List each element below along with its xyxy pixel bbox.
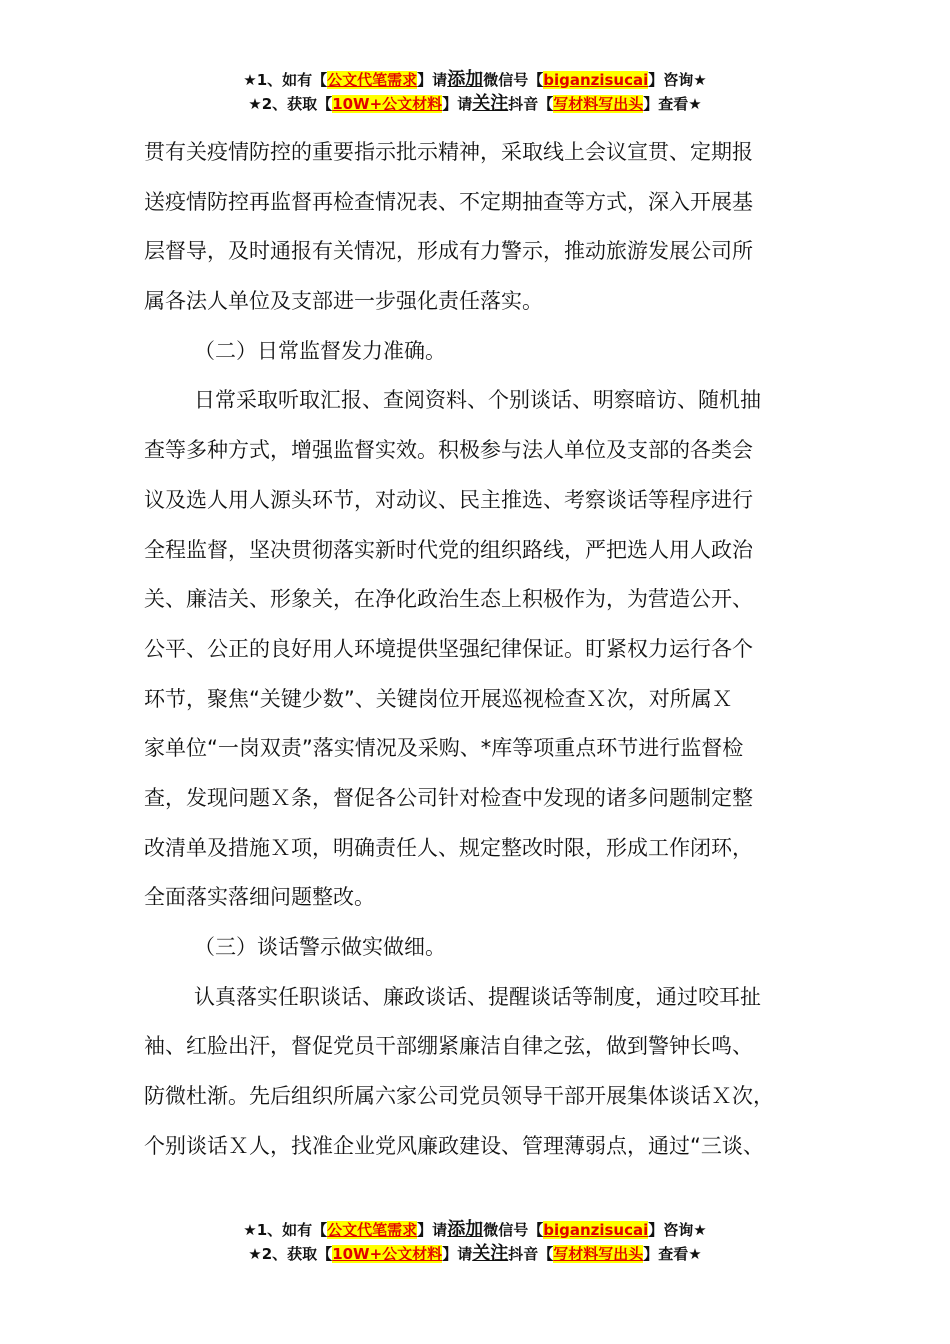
banner-text: 】咨询★ <box>648 1221 707 1239</box>
banner-text: 】请 <box>417 71 448 89</box>
banner-text: 2、获取【 <box>261 1245 333 1263</box>
banner-text: 微信号【 <box>483 71 544 89</box>
star-icon: ★ <box>248 95 262 113</box>
highlight-materials: 10W+公文材料 <box>332 1245 443 1263</box>
star-icon: ★ <box>243 1221 257 1239</box>
banner-text: 抖音【 <box>508 1245 554 1263</box>
banner-line-1 <box>0 1218 950 1242</box>
text-line: 关、廉洁关、形象关，在净化政治生态上积极作为，为营造公开、 <box>144 587 753 612</box>
banner-emphasis: 添加 <box>447 69 484 90</box>
banner-text: 】请 <box>417 1221 448 1239</box>
text-line: 送疫情防控再监督再检查情况表、不定期抽查等方式，深入开展基 <box>144 189 753 214</box>
text-line: 改清单及措施Ｘ项，明确责任人、规定整改时限，形成工作闭环， <box>144 835 753 860</box>
text-line: 议及选人用人源头环节，对动议、民主推选、考察谈话等程序进行 <box>144 487 753 512</box>
text-line: （二）日常监督发力准确。 <box>194 338 446 363</box>
star-icon: ★ <box>248 1245 262 1263</box>
highlight-douyin: 写材料写出头 <box>553 1245 644 1263</box>
text-line: 认真落实任职谈话、廉政谈话、提醒谈话等制度，通过咬耳扯 <box>194 984 761 1009</box>
text-line: 公平、公正的良好用人环境提供坚强纪律保证。盯紧权力运行各个 <box>144 636 753 661</box>
banner-text: 2、获取【 <box>261 95 333 113</box>
text-line: 查，发现问题Ｘ条，督促各公司针对检查中发现的诸多问题制定整 <box>144 785 753 810</box>
text-line: 防微杜渐。先后组织所属六家公司党员领导干部开展集体谈话Ｘ次， <box>144 1084 774 1109</box>
banner-text: 抖音【 <box>508 95 554 113</box>
banner-text: 】请 <box>442 1245 473 1263</box>
highlight-wechat-id: biganzisucai <box>543 71 649 89</box>
text-line: 贯有关疫情防控的重要指示批示精神，采取线上会议宣贯、定期报 <box>144 140 753 164</box>
banner-line-1 <box>0 68 950 92</box>
footer-banner <box>0 1218 950 1266</box>
text-line: 属各法人单位及支部进一步强化责任落实。 <box>144 289 543 314</box>
banner-text: 1、如有【 <box>256 1221 328 1239</box>
text-line: 个别谈话Ｘ人，找准企业党风廉政建设、管理薄弱点，通过“三谈、 <box>144 1133 764 1158</box>
text-line: 环节，聚焦“关键少数”、关键岗位开展巡视检查Ｘ次，对所属Ｘ <box>144 686 733 711</box>
banner-text: 微信号【 <box>483 1221 544 1239</box>
banner-emphasis: 添加 <box>447 1219 484 1240</box>
banner-line-2 <box>0 92 950 116</box>
text-line: 全面落实落细问题整改。 <box>144 885 375 910</box>
banner-line-2 <box>0 1242 950 1266</box>
header-banner <box>0 68 950 116</box>
text-line: （三）谈话警示做实做细。 <box>194 935 446 959</box>
highlight-wechat-id: biganzisucai <box>543 1221 649 1239</box>
text-line: 日常采取听取汇报、查阅资料、个别谈话、明察暗访、随机抽 <box>194 388 761 413</box>
text-line: 袖、红脸出汗，督促党员干部绷紧廉洁自律之弦，做到警钟长鸣、 <box>144 1034 753 1059</box>
highlight-douyin: 写材料写出头 <box>553 95 644 113</box>
highlight-materials: 10W+公文材料 <box>332 95 443 113</box>
highlight-service: 公文代笔需求 <box>327 71 418 89</box>
banner-text: 】查看★ <box>643 1245 702 1263</box>
text-line: 全程监督，坚决贯彻落实新时代党的组织路线，严把选人用人政治 <box>144 537 753 562</box>
banner-text: 】查看★ <box>643 95 702 113</box>
star-icon: ★ <box>243 71 257 89</box>
text-line: 层督导，及时通报有关情况，形成有力警示，推动旅游发展公司所 <box>144 239 753 264</box>
text-line: 查等多种方式，增强监督实效。积极参与法人单位及支部的各类会 <box>144 438 753 463</box>
highlight-service: 公文代笔需求 <box>327 1221 418 1239</box>
document-body <box>144 128 814 1171</box>
text-line: 家单位“一岗双责”落实情况及采购、*库等项重点环节进行监督检 <box>144 736 744 761</box>
banner-emphasis: 关注 <box>472 93 509 114</box>
banner-text: 】咨询★ <box>648 71 707 89</box>
banner-emphasis: 关注 <box>472 1243 509 1264</box>
banner-text: 1、如有【 <box>256 71 328 89</box>
banner-text: 】请 <box>442 95 473 113</box>
